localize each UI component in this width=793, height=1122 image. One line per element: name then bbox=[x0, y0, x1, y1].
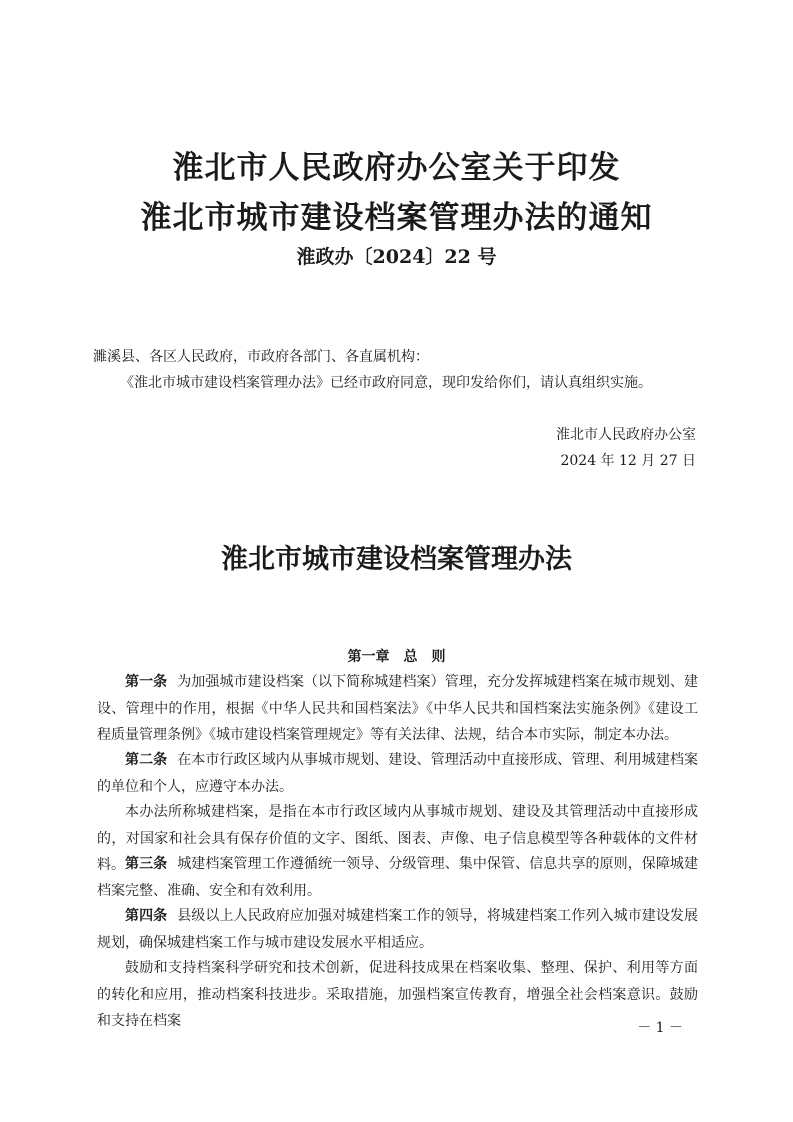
issuing-office: 淮北市人民政府办公室 bbox=[556, 427, 696, 443]
article-2 bbox=[97, 747, 698, 800]
article-1 bbox=[97, 669, 698, 749]
page-number: － 1 － bbox=[637, 1020, 683, 1036]
article-1-text: 为加强城市建设档案（以下简称城建档案）管理，充分发挥城建档案在城市规划、建设、管理中的作用，根据《中华人民共和国档案法》《中华人民共和国档案法实施条例》《建设工程质量管理条例》《城市建设档案管理规定》等有关法律、法规，结合本市实际，制定本办法。 bbox=[97, 674, 699, 743]
article-4 bbox=[97, 903, 698, 956]
article-4-text: 县级以上人民政府应加强对城建档案工作的领导，将城建档案工作列入城市建设发展规划，确保城建档案工作与城市建设发展水平相适应。 bbox=[97, 908, 699, 951]
notice-body: 《淮北市城市建设档案管理办法》已经市政府同意，现印发给你们，请认真组织实施。 bbox=[120, 375, 652, 391]
article-4-label: 第四条 bbox=[125, 908, 168, 924]
document-number: 淮政办〔2024〕22 号 bbox=[296, 246, 497, 268]
article-1-label: 第一条 bbox=[125, 674, 168, 690]
article-4-paragraph-2: 鼓励和支持档案科学研究和技术创新，促进科技成果在档案收集、整理、保护、利用等方面的转化和应用，推动档案科技进步。采取措施，加强档案宣传教育，增强全社会档案意识。鼓励和支持在档案 bbox=[97, 960, 698, 1029]
notice-title-line-2: 淮北市城市建设档案管理办法的通知 bbox=[140, 200, 653, 236]
article-2-text: 在本市行政区域内从事城市规划、建设、管理活动中直接形成、管理、利用城建档案的单位和个人，应遵守本办法。 bbox=[97, 752, 699, 795]
regulation-title: 淮北市城市建设档案管理办法 bbox=[221, 544, 572, 575]
notice-title-line-1: 淮北市人民政府办公室关于印发 bbox=[172, 150, 621, 186]
chapter-heading: 第一章 总 则 bbox=[347, 649, 446, 665]
article-2-paragraph-2: 本办法所称城建档案，是指在本市行政区域内从事城市规划、建设及其管理活动中直接形成的，对国家和社会具有保存价值的文字、图纸、图表、声像、电子信息模型等各种载体的文件材料。 bbox=[97, 804, 698, 873]
article-3-label: 第三条 bbox=[125, 856, 168, 872]
article-3-text: 城建档案管理工作遵循统一领导、分级管理、集中保管、信息共享的原则，保障城建档案完整、准确、安全和有效利用。 bbox=[97, 856, 699, 899]
article-2-label: 第二条 bbox=[125, 752, 168, 768]
addressee-line: 濉溪县、各区人民政府，市政府各部门、各直属机构： bbox=[93, 349, 429, 365]
article-3 bbox=[97, 851, 698, 904]
issue-date: 2024 年 12 月 27 日 bbox=[560, 453, 696, 469]
